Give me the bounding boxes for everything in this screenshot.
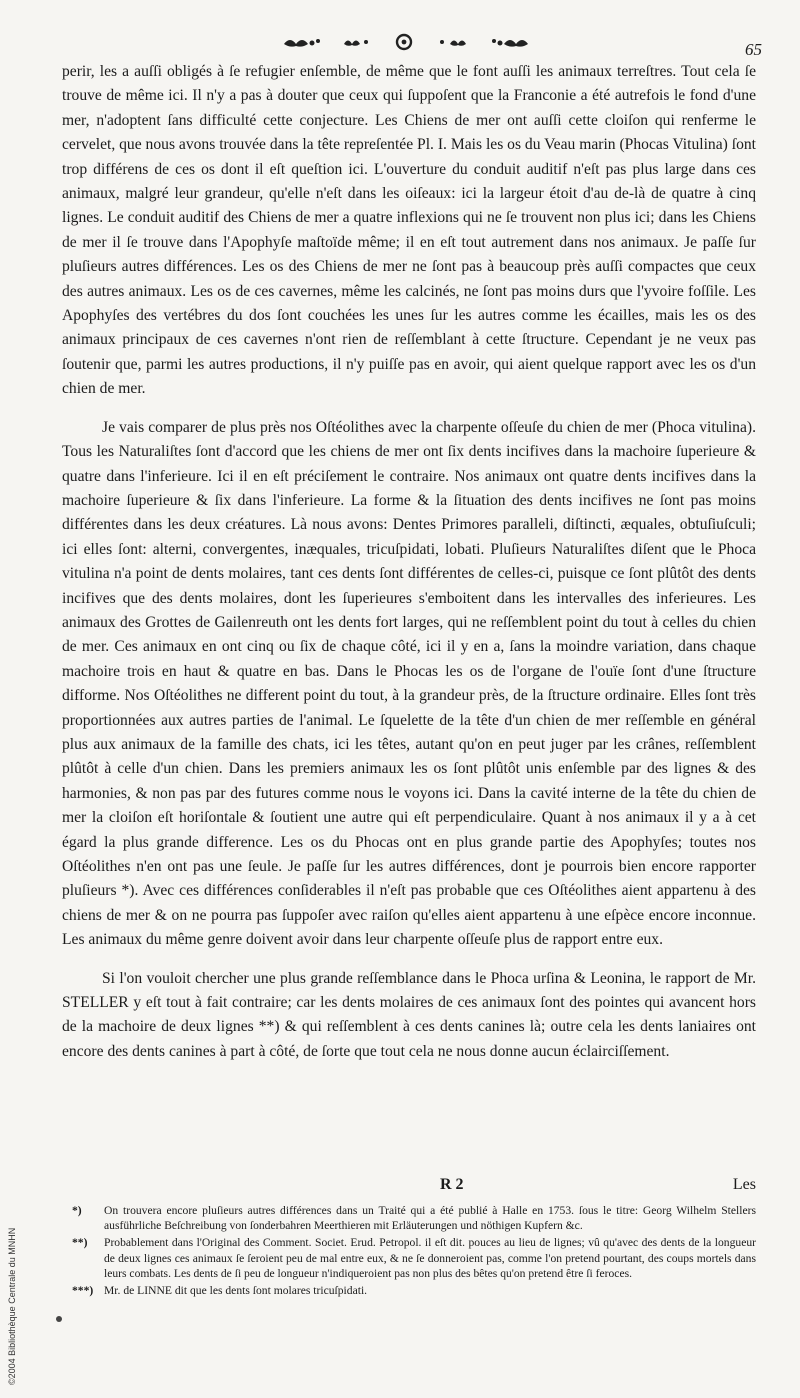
footnote-text: Mr. de LINNE dit que les dents ſont molares tricuſpidati. (104, 1284, 368, 1298)
side-credit (2, 1040, 16, 1390)
footnote-mark: ***) (72, 1284, 94, 1298)
paragraph: Si l'on vouloit chercher une plus grande reſſemblance dans le Phoca urſina & Leonina, le rapport de Mr. STELLER y eſt tout à fait contraire; car les dents molaires de ces animaux ſont des pointes qui avancent hors de la machoire de deux lignes **) & qui reſſemblent à ces dents canines là; outre cela les dents laniaires ont encore des dents canines à part à côté, de ſorte que tout cela ne nous donne aucun éclairciſſement. (62, 969, 756, 1060)
footnote (72, 1283, 756, 1298)
page-header (0, 30, 800, 59)
footnote-mark: **) (72, 1236, 88, 1250)
ink-smudge (56, 1316, 62, 1322)
paragraph: Je vais comparer de plus près nos Oſtéolithes avec la charpente oſſeuſe du chien de mer (Phoca vitulina). Tous les Naturaliſtes ſont d'accord que les chiens de mer ont ſix dents incifives dans la machoire ſuperieure & quatre dans l'inferieure. Ici il en eſt préciſement le contraire. Nos animaux ont quatre dents incifives dans la machoire ſuperieure & ſix dans l'inferieure. La forme & la ſituation des dents incifives ne ſont pas moins différentes dans les deux créatures. Là nous avons: Dentes Primores paralleli, diſtincti, æquales, obtuſiuſculi; ici elles ſont: alterni, convergentes, inæquales, tricuſpidati, lobati. Pluſieurs Naturaliſtes diſent que le Phoca vitulina n'a point de dents molaires, tant ces dents ſont différentes de celles-ci, puisque ce ſont plûtôt des dents incifives que des dents molaires, dont les ſuperieures s'emboitent dans les intervalles des inferieures. Les animaux des Grottes de Gailenreuth ont les dents fort larges, qui ne reſſemblent point du tout à celles du chien de mer. Ces animaux en ont cinq ou ſix de chaque côté, ici il y en a, ſans la moindre variation, dans chaque machoire trois en haut & quatre en bas. Dans le Phocas les os de l'organe de l'ouïe ſont d'une ſtructure difforme. Nos Oſtéolithes ne different point du tout, à la grandeur près, de la ſtructure ordinaire. Elles ſont très proportionnées aux autres parties de l'animal. Le ſquelette de la tête d'un chien de mer reſſemble en général plus aux animaux de la famille des chats, ici les têtes, autant qu'on en peut juger par les crânes, reſſemblent plûtôt à celle d'un chien. Dans les premiers animaux les os ſont plûtôt unis enſemble par des lignes & des harmonies, & non pas par des futures comme nous le voyons ici. Dans la cavité interne de la tête du chien de mer la cloiſon eſt horiſontale & ſoutient une autre qui eſt perpendiculaire. Quant à nos animaux il y a à cet égard la plus grande difference. Les os du Phocas ont en plus grande partie des Apophyſes; toutes nos Oſtéolithes n'en ont pas une ſeule. Je paſſe ſur les autres différences, dont je pourrois bien encore rapporter pluſieurs *). Avec ces différences conſiderables il n'eſt pas probable que ces Oſtéolithes aient appartenu à des chiens de mer & on ne pourra pas ſuppoſer avec raiſon qu'elles aient appartenu à une eſpèce encore inconnue. Les animaux du même genre doivent avoir dans leur charpente oſſeuſe plus de rapport entre eux. (62, 418, 756, 949)
ornament-icon (282, 32, 532, 52)
signature-line (62, 1176, 756, 1198)
signature-mark: R 2 (440, 1176, 464, 1193)
footnote (72, 1235, 756, 1281)
footnote-text: Probablement dans l'Original des Comment. Societ. Erud. Petropol. il eſt dit. pouces au lieu de lignes; vû qu'avec des dents de la longueur de deux lignes ces animaux ſe ſeroient peu de mal entre eux, & ne ſe donneroient pas, comme l'on pretend pourtant, des coups mortels dans leurs combats. Les dents de ſi peu de longueur n'indiqueroient pas non plus des bêtes qu'on pretend être ſi feroces. (104, 1236, 756, 1280)
footnote-text: On trouvera encore pluſieurs autres différences dans un Traité qui a été publié à Halle en 1753. ſous le titre: Georg Wilhelm Stellers ausführliche Beſchreibung von ſonderbahren Meerthieren mit Erläuterungen und nöthigen Kupfern &c. (104, 1204, 756, 1233)
footnote-mark: *) (72, 1204, 82, 1217)
footnote (72, 1203, 756, 1233)
footnotes (72, 1203, 756, 1300)
catchword: Les (732, 1176, 756, 1193)
side-credit-text: ©2004 Bibliothèque Centrale du MNHN (7, 1227, 17, 1385)
main-text (62, 60, 756, 1064)
page-number: 65 (745, 40, 762, 59)
paragraph: perir, les a auſſi obligés à ſe refugier enſemble, de même que le font auſſi les animaux terreſtres. Tout cela ſe trouve de même ici. Il n'y a pas à douter que ceux qui ſuppoſent que la Franconie a été autrefois le fond d'une mer, n'adoptent ſans difficulté cette conjecture. Les Chiens de mer ont auſſi cette cloiſon qui renferme le cervelet, que nous avons trouvée dans la tête repreſentée Pl. I. Mais les os du Veau marin (Phocas Vitulina) ſont trop différens de ces os dont il eſt queſtion ici. L'ouverture du conduit auditif n'eſt pas plus large dans ces animaux, malgré leur grandeur, qu'elle n'eſt dans les oiſeaux: ici la largeur étoit d'au de-là de quatre à cinq lignes. Le conduit auditif des Chiens de mer a quatre inflexions qui ne ſe trouvent non plus ici; dans les Chiens de mer il ſe trouve dans l'Apophyſe maſtoïde même; il en eſt tout autrement dans nos animaux. Je paſſe ſur pluſieurs autres différences. Les os des Chiens de mer ne ſont pas à beaucoup près auſſi compactes que ceux des autres animaux. Les os de ces cavernes, même les calcinés, ne ſont pas moins durs que l'yvoire foſſile. Les Apophyſes des vertébres du dos ſont couchées les unes ſur les autres comme les écailles, mais les os des animaux principaux de ces cavernes n'ont rien de reſſemblant à cette ſtructure. Cependant je ne veux pas ſoutenir que, parmi les autres productions, il n'y puiſſe pas en avoir, qui aient quelque rapport avec les os d'un chien de mer. (62, 63, 756, 398)
